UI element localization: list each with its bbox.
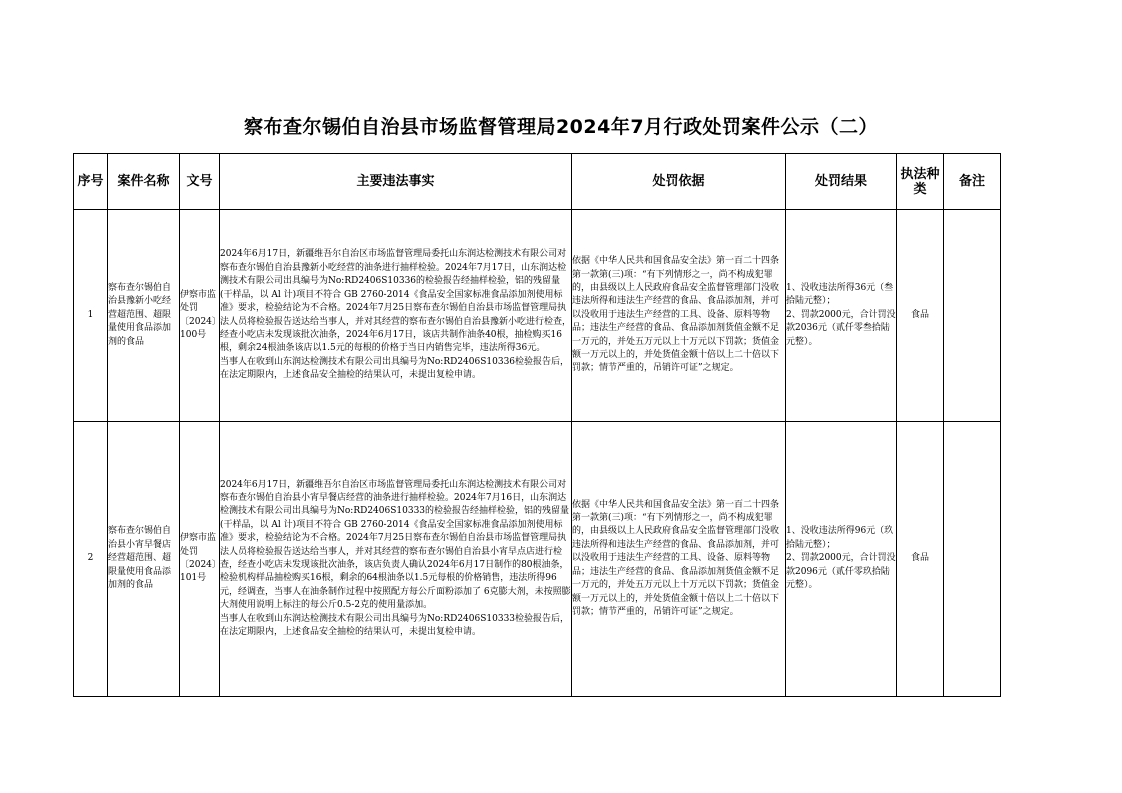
enforcement-category: 食品 (897, 210, 944, 422)
table-row (74, 210, 1001, 422)
doc-number: 伊察市监处罚〔2024〕101号 (180, 422, 220, 697)
result-line: 2、罚款2000元，合计罚没款2096元（贰仟零玖拾陆元整）。 (786, 553, 896, 591)
penalty-result (786, 210, 897, 422)
header-doc-no: 文号 (180, 154, 220, 210)
table-row (74, 422, 1001, 697)
case-name: 察布查尔锡伯自治县小宵早餐店经营超范围、超限量使用食品添加剂的食品 (108, 422, 180, 697)
header-basis: 处罚依据 (572, 154, 786, 210)
result-line: 2、罚款2000元，合计罚没款2036元（贰仟零叁拾陆元整）。 (786, 309, 896, 347)
facts-paragraph: 当事人在收到山东润达检测技术有限公司出具编号为No:RD2406S10336检验报告后，在法定期限内，上述食品安全抽检的结果认可，未提出复检申请。 (220, 356, 570, 381)
case-name: 察布查尔锡伯自治县豫新小吃经营超范围、超限量使用食品添加剂的食品 (108, 210, 180, 422)
header-facts: 主要违法事实 (220, 154, 572, 210)
row-index: 1 (74, 210, 108, 422)
doc-number: 伊察市监处罚〔2024〕100号 (180, 210, 220, 422)
facts-paragraph: 2024年6月17日，新疆维吾尔自治区市场监督管理局委托山东润达检测技术有限公司对察布查尔锡伯自治县小宵早餐店经营的油条进行抽样检验。2024年7月16日，山东润达检测技术有限公司出具编号为No:RD2406S10333的检验报告经抽样检验，铝的残留量(干样品，以 Al 计)项目不符合 GB 2760-2014《食品安全国家标准食品添加剂使用标准》要求，检验结论为不合格。2024年7月25日察布查尔锡伯自治县市场监督管理局执法人员将检验报告送达给当事人，并对其经营的察布查尔锡伯自治县小宵早点店进行检查，经查小吃店未发现该批次油条，该店负责人确认2024年6月17日制作的80根油条，检验机构样品抽检购买16根，剩余的64根油条以1.5元每根的价格销售，违法所得96元，经调查，当事人在油条制作过程中按照配方每公斤面粉添加了 6克膨大剂，未按照膨大剂使用说明上标注的每公斤0.5-2克的使用量添加。 (220, 479, 571, 611)
facts-paragraph: 当事人在收到山东润达检测技术有限公司出具编号为No:RD2406S10333检验报告后，在法定期限内，上述食品安全抽检的结果认可，未提出复检申请。 (220, 613, 570, 638)
page-title: 察布查尔锡伯自治县市场监督管理局2024年7月行政处罚案件公示（二） (243, 116, 879, 138)
penalty-table (73, 153, 1001, 697)
remark (944, 210, 1001, 422)
violation-facts (220, 422, 572, 697)
header-index: 序号 (74, 154, 108, 210)
header-result: 处罚结果 (786, 154, 897, 210)
header-case-name: 案件名称 (108, 154, 180, 210)
table-header-row (74, 154, 1001, 210)
header-category: 执法种类 (897, 154, 944, 210)
result-line: 1、没收违法所得96元（玖拾陆元整）； (786, 526, 894, 550)
penalty-basis: 依据《中华人民共和国食品安全法》第一百二十四条第一款第(三)项：“有下列情形之一，尚不构成犯罪的，由县级以上人民政府食品安全监督管理部门没收违法所得和违法生产经营的食品、食品添加剂，并可以没收用于违法生产经营的工具、设备、原料等物品；违法生产经营的食品、食品添加剂货值金额不足一万元的，并处五万元以上十万元以下罚款；货值金额一万元以上的，并处货值金额十倍以上二十倍以下罚款；情节严重的，吊销许可证”之规定。 (572, 422, 786, 697)
penalty-basis: 依据《中华人民共和国食品安全法》第一百二十四条第一款第(三)项：“有下列情形之一，尚不构成犯罪的，由县级以上人民政府食品安全监督管理部门没收违法所得和违法生产经营的食品、食品添加剂，并可以没收用于违法生产经营的工具、设备、原料等物品；违法生产经营的食品、食品添加剂货值金额不足一万元的，并处五万元以上十万元以下罚款；货值金额一万元以上的，并处货值金额十倍以上二十倍以下罚款；情节严重的，吊销许可证”之规定。 (572, 210, 786, 422)
result-line: 1、没收违法所得36元（叁拾陆元整）； (786, 282, 894, 307)
enforcement-category: 食品 (897, 422, 944, 697)
facts-paragraph: 2024年6月17日，新疆维吾尔自治区市场监督管理局委托山东润达检测技术有限公司对察布查尔锡伯自治县豫新小吃经营的油条进行抽样检验。2024年7月17日，山东润达检测技术有限公司出具编号为No:RD2406S10336的检验报告经抽样检验，铝的残留量(干样品，以 Al 计)项目不符合 GB 2760-2014《食品安全国家标准食品添加剂使用标准》要求，检验结论为不合格。2024年7月25日察布查尔锡伯自治县市场监督管理局执法人员将检验报告送达给当事人，并对其经营的察布查尔锡伯自治县豫新小吃进行检查，经查小吃店未发现该批次油条，2024年6月17日，该店共制作油条40根，抽检购买16根，剩余24根油条该店以1.5元的每根的价格于当日内销售完毕，违法所得36元。 (220, 249, 572, 354)
header-remark: 备注 (944, 154, 1001, 210)
violation-facts (220, 210, 572, 422)
remark (944, 422, 1001, 697)
penalty-result (786, 422, 897, 697)
row-index: 2 (74, 422, 108, 697)
